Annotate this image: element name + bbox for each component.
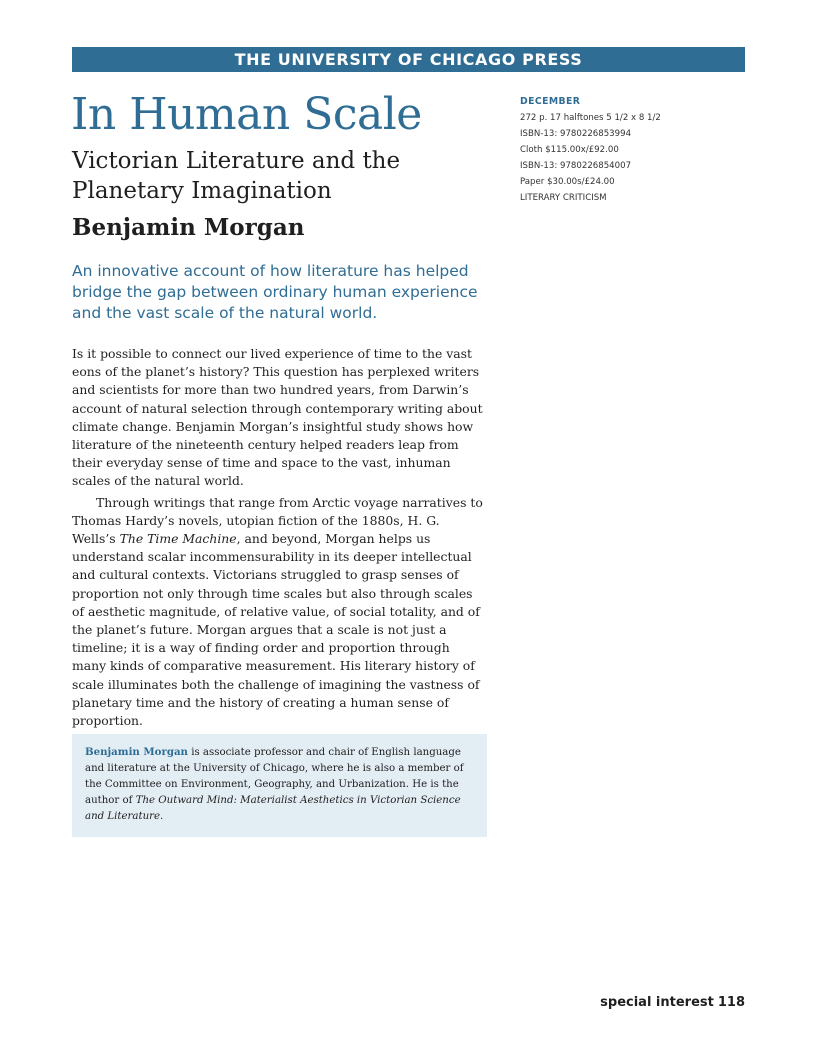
footer-section: special interest [600,995,714,1010]
publisher-banner [72,47,745,72]
page-footer [600,995,745,1010]
bio-author-name: Benjamin Morgan [85,746,188,758]
book-metadata [520,94,745,206]
publication-month: DECEMBER [520,96,581,107]
book-title: In Human Scale [71,89,422,140]
page-number: 118 [717,995,745,1010]
book-subtitle: Victorian Literature and the Planetary Imagination [72,148,401,204]
author-bio-box [72,734,487,837]
bio-end: . [160,811,164,822]
page-count: 272 p. 17 halftones 5 1/2 x 8 1/2 [520,113,661,123]
book-description [72,345,486,730]
book-author: Benjamin Morgan [72,214,305,241]
description-p2-start: Through writings that range from Arctic voyage narratives to Thomas Hardy’s novels, utopian fiction of the 1880s, H. G. Wells’s [72,494,483,547]
description-paragraph-2 [72,494,486,731]
isbn-cloth: ISBN-13: 9780226853994 [520,129,632,139]
isbn-paper: ISBN-13: 9780226854007 [520,161,632,171]
description-p2-end: , and beyond, Morgan helps us understand scalar incommensurability in its deeper intellectual and cultural contexts. Victorians struggled to grasp senses of proportion not only through time scales but also through scales of aesthetic magnitude, of relative value, of social totality, and of the planet’s future. Morgan argues that a scale is not just a timeline; it is a way of finding order and proportion through many kinds of comparative measurement. His literary history of scale illuminates both the challenge of imagining the vastness of planetary time and the history of creating a human sense of proportion. [72,531,480,729]
description-paragraph-1: Is it possible to connect our lived experience of time to the vast eons of the planet’s history? This question has perplexed writers and scientists for more than two hundred years, from Darwin’s account of natural selection through contemporary writing about climate change. Benjamin Morgan’s insightful study shows how literature of the nineteenth century helped readers leap from their everyday sense of time and space to the vast, inhuman scales of the natural world. [72,346,483,489]
cloth-price: Cloth $115.00x/£92.00 [520,145,619,155]
description-p2-italic-title: The Time Machine [119,531,237,547]
publisher-name: THE UNIVERSITY OF CHICAGO PRESS [234,50,583,69]
book-tagline: An innovative account of how literature has helped bridge the gap between ordinary human experience and the vast scale of the natural world. [72,262,478,322]
bio-book-title: The Outward Mind: Materialist Aesthetics in Victorian Science and Literature [85,795,461,822]
book-category: LITERARY CRITICISM [520,193,607,203]
bio-text: is associate professor and chair of English language and literature at the University of Chicago, where he is also a member of the Committee on Environment, Geography, and Urbanization. He is the author of [85,747,464,806]
paper-price: Paper $30.00s/£24.00 [520,177,615,187]
